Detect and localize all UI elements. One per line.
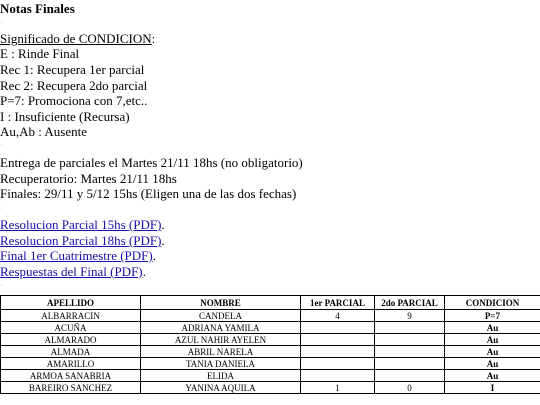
table-header-row [1, 296, 540, 310]
table-row [1, 358, 540, 370]
link-suffix: . [152, 248, 156, 263]
cell-1er-parcial [301, 322, 375, 334]
info-line: Entrega de parciales el Martes 21/11 18hs (no obligatorio) [0, 155, 303, 170]
cell-condicion: P=7 [445, 310, 540, 322]
cell-apellido: ALMARADO [1, 334, 141, 346]
cell-apellido: ALBARRACIN [1, 310, 141, 322]
cell-2do-parcial: 0 [375, 382, 445, 394]
cell-nombre: CANDELA [141, 310, 301, 322]
cell-1er-parcial: 4 [301, 310, 375, 322]
cell-nombre: AZUL NAHIR AYELEN [141, 334, 301, 346]
link-suffix: . [161, 217, 165, 232]
cell-nombre: ABRIL NARELA [141, 346, 301, 358]
link-line [0, 248, 156, 263]
page-title: Notas Finales [0, 1, 75, 16]
pdf-link-parcial-15hs[interactable]: Resolucion Parcial 15hs (PDF) [0, 217, 162, 232]
table-row [1, 322, 540, 334]
table-row [1, 370, 540, 382]
cell-apellido: ACUÑA [1, 322, 141, 334]
separator-dot: · [0, 18, 3, 27]
cell-condicion: Au [445, 358, 540, 370]
separator-dot: · [0, 204, 3, 213]
cell-condicion: Au [445, 334, 540, 346]
cell-apellido: ALMADA [1, 346, 141, 358]
cell-nombre: YANINA AQUILA [141, 382, 301, 394]
cell-condicion: Au [445, 370, 540, 382]
separator-dot: · [0, 141, 3, 150]
legend-item: Au,Ab : Ausente [0, 124, 88, 139]
cell-2do-parcial [375, 358, 445, 370]
table-row [1, 310, 540, 322]
cell-1er-parcial [301, 358, 375, 370]
cell-2do-parcial [375, 370, 445, 382]
cell-nombre: ADRIANA YAMILA [141, 322, 301, 334]
legend-item: P=7: Promociona con 7,etc.. [0, 93, 148, 108]
header-nombre: NOMBRE [141, 296, 301, 310]
cell-condicion: I [445, 382, 540, 394]
legend-item: Rec 2: Recupera 2do parcial [0, 78, 148, 93]
link-suffix: . [142, 264, 146, 279]
cell-condicion: Au [445, 346, 540, 358]
cell-1er-parcial [301, 370, 375, 382]
header-1er-parcial: 1er PARCIAL [301, 296, 375, 310]
legend-heading-line [0, 31, 155, 46]
cell-1er-parcial [301, 346, 375, 358]
legend-item: E : Rinde Final [0, 46, 80, 61]
header-apellido: APELLIDO [1, 296, 141, 310]
pdf-link-final-1er-cuatrimestre[interactable]: Final 1er Cuatrimestre (PDF) [0, 248, 153, 263]
info-line: Recuperatorio: Martes 21/11 18hs [0, 171, 177, 186]
separator-dot: · [0, 281, 3, 290]
header-condicion: CONDICION [445, 296, 540, 310]
cell-2do-parcial [375, 346, 445, 358]
cell-2do-parcial: 9 [375, 310, 445, 322]
link-line [0, 217, 165, 232]
cell-1er-parcial: 1 [301, 382, 375, 394]
cell-condicion: Au [445, 322, 540, 334]
header-2do-parcial: 2do PARCIAL [375, 296, 445, 310]
info-line: Finales: 29/11 y 5/12 15hs (Eligen una de las dos fechas) [0, 186, 297, 201]
pdf-link-respuestas-final[interactable]: Respuestas del Final (PDF) [0, 264, 143, 279]
grades-table [0, 295, 540, 394]
cell-apellido: ARMOA SANABRIA [1, 370, 141, 382]
cell-nombre: TANIA DANIELA [141, 358, 301, 370]
legend-item: Rec 1: Recupera 1er parcial [0, 62, 145, 77]
link-line [0, 233, 165, 248]
table-row [1, 382, 540, 394]
link-line [0, 264, 146, 279]
legend-heading: Significado de CONDICION [0, 31, 152, 46]
cell-2do-parcial [375, 322, 445, 334]
legend-item: I : Insuficiente (Recursa) [0, 109, 130, 124]
cell-1er-parcial [301, 334, 375, 346]
cell-2do-parcial [375, 334, 445, 346]
cell-nombre: ELIDA [141, 370, 301, 382]
table-row [1, 346, 540, 358]
cell-apellido: AMARILLO [1, 358, 141, 370]
cell-apellido: BAREIRO SANCHEZ [1, 382, 141, 394]
pdf-link-parcial-18hs[interactable]: Resolucion Parcial 18hs (PDF) [0, 233, 162, 248]
link-suffix: . [161, 233, 165, 248]
legend-heading-suffix: : [151, 31, 156, 46]
table-row [1, 334, 540, 346]
